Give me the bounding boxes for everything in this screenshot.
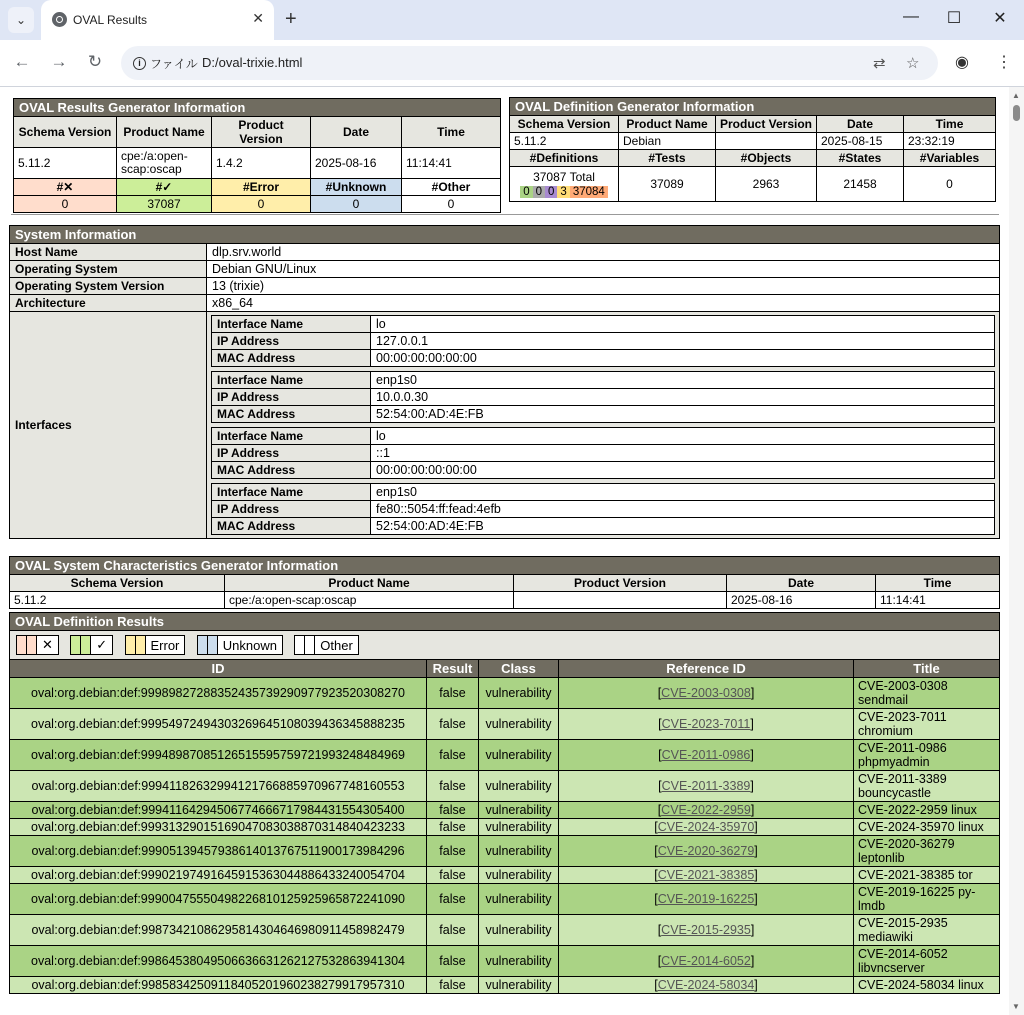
compliance-count: 0 — [520, 186, 532, 198]
tab-strip — [0, 0, 1024, 40]
definition-title: CVE-2011-0986 phpmyadmin — [854, 740, 999, 770]
schema-version-value: 5.11.2 — [14, 148, 116, 178]
definitions-total: 37087 Total — [533, 170, 595, 184]
definition-id: oval:org.debian:def:99864538049506636631262127532863941304 — [10, 946, 426, 976]
interfaces-list — [207, 312, 999, 538]
definition-id: oval:org.debian:def:99954972494303269645108039436345888235 — [10, 709, 426, 739]
interface-name-label: Interface Name — [212, 428, 370, 444]
definition-id: oval:org.debian:def:99902197491645915363044886433240054704 — [10, 867, 426, 883]
os-value: Debian GNU/Linux — [207, 261, 999, 277]
schema-version-value: 5.11.2 — [510, 133, 618, 149]
new-tab-button[interactable]: + — [285, 8, 297, 30]
error-count: 0 — [212, 196, 310, 212]
table-row — [10, 977, 999, 993]
false-count-header: #✕ — [14, 179, 116, 195]
definition-title: CVE-2011-3389 bouncycastle — [854, 771, 999, 801]
product-name-value: cpe:/a:open-scap:oscap — [225, 592, 513, 608]
tests-header: #Tests — [619, 150, 715, 166]
interface-name-value: lo — [371, 316, 994, 332]
variables-count: 0 — [904, 167, 995, 201]
product-name-header: Product Name — [225, 575, 513, 591]
reference-id-cell: [CVE-2021-38385] — [559, 867, 853, 883]
reference-id-link[interactable]: CVE-2020-36279 — [657, 844, 755, 858]
definition-result: false — [427, 977, 478, 993]
interfaces-label: Interfaces — [10, 312, 206, 538]
product-version-value — [514, 592, 726, 608]
definition-class: vulnerability — [479, 836, 558, 866]
definition-title: CVE-2022-2959 linux — [854, 802, 999, 818]
definition-title: CVE-2019-16225 py-lmdb — [854, 884, 999, 914]
scrollbar-thumb[interactable] — [1013, 105, 1020, 121]
maximize-icon[interactable]: ☐ — [946, 10, 962, 27]
definition-class: vulnerability — [479, 884, 558, 914]
time-header: Time — [904, 116, 995, 132]
definition-result: false — [427, 802, 478, 818]
tab-search-button[interactable] — [8, 7, 34, 33]
false-count: 0 — [14, 196, 116, 212]
ip-address-label: IP Address — [212, 445, 370, 461]
interface-table — [211, 427, 995, 479]
definition-id: oval:org.debian:def:99989827288352435739290977923520308270 — [10, 678, 426, 708]
definition-class: vulnerability — [479, 977, 558, 993]
objects-count: 2963 — [716, 167, 816, 201]
ip-address-value: ::1 — [371, 445, 994, 461]
date-value: 2025-08-15 — [817, 133, 903, 149]
ip-address-value: fe80::5054:ff:fead:4efb — [371, 501, 994, 517]
product-version-header: Product Version — [716, 116, 816, 132]
definition-result: false — [427, 884, 478, 914]
mac-address-value: 00:00:00:00:00:00 — [371, 462, 994, 478]
table-row — [10, 867, 999, 883]
back-arrow-icon[interactable]: ← — [13, 52, 31, 71]
close-icon[interactable]: ✕ — [252, 10, 264, 26]
other-count: 0 — [402, 196, 500, 212]
host-name-label: Host Name — [10, 244, 206, 260]
architecture-value: x86_64 — [207, 295, 999, 311]
schema-version-header: Schema Version — [14, 117, 116, 147]
vulnerability-count: 37084 — [570, 186, 608, 198]
definition-id: oval:org.debian:def:99941182632994121766885970967748160553 — [10, 771, 426, 801]
reference-id-cell: [CVE-2020-36279] — [559, 836, 853, 866]
reference-id-link[interactable]: CVE-2011-0986 — [661, 748, 751, 762]
mac-address-label: MAC Address — [212, 462, 370, 478]
sc-generator-title: OVAL System Characteristics Generator Information — [10, 557, 999, 574]
reference-id-cell: [CVE-2024-58034] — [559, 977, 853, 993]
definition-title: CVE-2023-7011 chromium — [854, 709, 999, 739]
reference-id-link[interactable]: CVE-2019-16225 — [657, 892, 755, 906]
definition-id: oval:org.debian:def:99900475550498226810125925965872241090 — [10, 884, 426, 914]
reference-id-link[interactable]: CVE-2003-0308 — [661, 686, 751, 700]
reference-id-cell: [CVE-2015-2935] — [559, 915, 853, 945]
more-menu-icon[interactable]: ⋮ — [996, 54, 1012, 71]
date-value: 2025-08-16 — [727, 592, 875, 608]
definition-result: false — [427, 771, 478, 801]
unknown-count: 0 — [311, 196, 401, 212]
site-info-chip[interactable] — [127, 50, 206, 76]
mac-address-value: 52:54:00:AD:4E:FB — [371, 518, 994, 534]
definition-result: false — [427, 678, 478, 708]
definition-id: oval:org.debian:def:99873421086295814304646980911458982479 — [10, 915, 426, 945]
mac-address-label: MAC Address — [212, 406, 370, 422]
interface-name-value: enp1s0 — [371, 372, 994, 388]
reference-id-link[interactable]: CVE-2024-58034 — [657, 978, 755, 992]
table-row — [10, 946, 999, 976]
objects-header: #Objects — [716, 150, 816, 166]
result-rows — [10, 678, 999, 993]
interface-name-label: Interface Name — [212, 316, 370, 332]
mac-address-value: 52:54:00:AD:4E:FB — [371, 406, 994, 422]
table-row — [10, 915, 999, 945]
schema-version-header: Schema Version — [10, 575, 224, 591]
reference-id-link[interactable]: CVE-2021-38385 — [657, 868, 755, 882]
reload-icon[interactable]: ↻ — [87, 52, 103, 71]
reference-id-column-header: Reference ID — [559, 660, 853, 677]
definition-result: false — [427, 946, 478, 976]
results-generator-table — [13, 98, 501, 213]
other-count-header: #Other — [402, 179, 500, 195]
ip-address-label: IP Address — [212, 389, 370, 405]
table-row — [10, 802, 999, 818]
result-legend — [10, 631, 999, 659]
horizontal-rule — [11, 214, 999, 215]
table-row — [10, 819, 999, 835]
url-text[interactable]: D:/oval-trixie.html — [202, 55, 303, 70]
ip-address-label: IP Address — [212, 501, 370, 517]
definition-id: oval:org.debian:def:99858342509118405201960238279917957310 — [10, 977, 426, 993]
interface-table — [211, 483, 995, 535]
definition-title: CVE-2021-38385 tor — [854, 867, 999, 883]
reference-id-link[interactable]: CVE-2015-2935 — [661, 923, 751, 937]
definition-title: CVE-2015-2935 mediawiki — [854, 915, 999, 945]
definition-class: vulnerability — [479, 802, 558, 818]
date-header: Date — [311, 117, 401, 147]
date-header: Date — [727, 575, 875, 591]
definitions-count — [510, 167, 618, 201]
product-version-header: Product Version — [514, 575, 726, 591]
reference-id-cell: [CVE-2014-6052] — [559, 946, 853, 976]
definition-result: false — [427, 867, 478, 883]
definition-id: oval:org.debian:def:99941164294506774666717984431554305400 — [10, 802, 426, 818]
profile-icon[interactable]: ◉ — [955, 54, 969, 71]
product-name-header: Product Name — [619, 116, 715, 132]
definition-result: false — [427, 819, 478, 835]
system-information-table — [9, 225, 1000, 539]
reference-id-link[interactable]: CVE-2022-2959 — [661, 803, 751, 817]
reference-id-cell: [CVE-2023-7011] — [559, 709, 853, 739]
schema-version-header: Schema Version — [510, 116, 618, 132]
definition-class: vulnerability — [479, 771, 558, 801]
table-row — [10, 771, 999, 801]
mac-address-value: 00:00:00:00:00:00 — [371, 350, 994, 366]
unknown-count-header: #Unknown — [311, 179, 401, 195]
interface-name-value: lo — [371, 428, 994, 444]
table-row — [10, 836, 999, 866]
mac-address-label: MAC Address — [212, 518, 370, 534]
definition-title: CVE-2024-58034 linux — [854, 977, 999, 993]
reference-id-cell: [CVE-2019-16225] — [559, 884, 853, 914]
ip-address-value: 10.0.0.30 — [371, 389, 994, 405]
legend-false: ✕ — [16, 635, 59, 655]
inventory-count: 0 — [533, 186, 545, 198]
legend-unknown: Unknown — [197, 635, 283, 655]
definition-class: vulnerability — [479, 946, 558, 976]
time-value: 11:14:41 — [876, 592, 999, 608]
mac-address-label: MAC Address — [212, 350, 370, 366]
address-bar[interactable] — [121, 46, 938, 80]
legend-error: Error — [125, 635, 186, 655]
reference-id-link[interactable]: CVE-2014-6052 — [661, 954, 751, 968]
reference-id-cell: [CVE-2003-0308] — [559, 678, 853, 708]
time-header: Time — [402, 117, 500, 147]
date-value: 2025-08-16 — [311, 148, 401, 178]
definition-class: vulnerability — [479, 678, 558, 708]
product-name-value: cpe:/a:open-scap:oscap — [117, 148, 211, 178]
patch-count: 3 — [557, 186, 569, 198]
tests-count: 37089 — [619, 167, 715, 201]
info-icon: i — [133, 57, 146, 70]
definitions-breakdown — [520, 186, 608, 198]
time-value: 11:14:41 — [402, 148, 500, 178]
reference-id-cell: [CVE-2011-0986] — [559, 740, 853, 770]
definitions-header: #Definitions — [510, 150, 618, 166]
definition-title: CVE-2024-35970 linux — [854, 819, 999, 835]
variables-header: #Variables — [904, 150, 995, 166]
definition-class: vulnerability — [479, 709, 558, 739]
table-row — [10, 740, 999, 770]
definition-generator-table — [509, 97, 996, 202]
definition-title: CVE-2003-0308 sendmail — [854, 678, 999, 708]
ip-address-value: 127.0.0.1 — [371, 333, 994, 349]
interface-name-value: enp1s0 — [371, 484, 994, 500]
class-column-header: Class — [479, 660, 558, 677]
interface-table — [211, 315, 995, 367]
host-name-value: dlp.srv.world — [207, 244, 999, 260]
definition-class: vulnerability — [479, 740, 558, 770]
definition-class: vulnerability — [479, 915, 558, 945]
result-column-header: Result — [427, 660, 478, 677]
states-count: 21458 — [817, 167, 903, 201]
scroll-up-icon[interactable]: ▲ — [1012, 91, 1020, 100]
definition-result: false — [427, 836, 478, 866]
definition-result: false — [427, 709, 478, 739]
schema-version-value: 5.11.2 — [10, 592, 224, 608]
minimize-icon[interactable]: — — [903, 8, 919, 25]
page-content — [0, 87, 1009, 1015]
interface-name-label: Interface Name — [212, 484, 370, 500]
ip-address-label: IP Address — [212, 333, 370, 349]
definition-class: vulnerability — [479, 819, 558, 835]
product-version-value: 1.4.2 — [212, 148, 310, 178]
definition-result: false — [427, 740, 478, 770]
reference-id-cell: [CVE-2024-35970] — [559, 819, 853, 835]
table-row — [10, 678, 999, 708]
definition-class: vulnerability — [479, 867, 558, 883]
globe-icon — [52, 12, 67, 27]
legend-other: Other — [294, 635, 359, 655]
chip-label: ファイル — [150, 56, 198, 71]
scroll-down-icon[interactable]: ▼ — [1012, 1002, 1020, 1011]
table-row — [10, 884, 999, 914]
error-count-header: #Error — [212, 179, 310, 195]
definition-generator-title: OVAL Definition Generator Information — [510, 98, 995, 115]
reference-id-link[interactable]: CVE-2011-3389 — [661, 779, 751, 793]
architecture-label: Architecture — [10, 295, 206, 311]
os-version-label: Operating System Version — [10, 278, 206, 294]
sc-generator-table — [9, 556, 1000, 609]
definition-title: CVE-2020-36279 leptonlib — [854, 836, 999, 866]
forward-arrow-icon[interactable]: → — [50, 52, 68, 71]
definition-id: oval:org.debian:def:99905139457938614013767511900173984296 — [10, 836, 426, 866]
interface-name-label: Interface Name — [212, 372, 370, 388]
tab-title: OVAL Results — [73, 13, 148, 27]
definition-id: oval:org.debian:def:99948987085126515595759721993248484969 — [10, 740, 426, 770]
reference-id-link[interactable]: CVE-2023-7011 — [661, 717, 751, 731]
definition-id: oval:org.debian:def:99931329015169047083038870314840423233 — [10, 819, 426, 835]
bookmark-star-icon[interactable]: ☆ — [906, 55, 920, 72]
table-row — [10, 709, 999, 739]
reference-id-link[interactable]: CVE-2024-35970 — [657, 820, 755, 834]
true-count: 37087 — [117, 196, 211, 212]
definition-results-table — [9, 612, 1000, 994]
window-close-icon[interactable]: ✕ — [993, 10, 1007, 27]
os-label: Operating System — [10, 261, 206, 277]
id-column-header: ID — [10, 660, 426, 677]
legend-true: ✓ — [70, 635, 113, 655]
reference-id-cell: [CVE-2011-3389] — [559, 771, 853, 801]
definition-title: CVE-2014-6052 libvncserver — [854, 946, 999, 976]
definition-result: false — [427, 915, 478, 945]
interface-table — [211, 371, 995, 423]
states-header: #States — [817, 150, 903, 166]
definition-results-title: OVAL Definition Results — [10, 613, 999, 630]
browser-toolbar — [0, 40, 1024, 87]
os-version-value: 13 (trixie) — [207, 278, 999, 294]
vertical-scrollbar[interactable] — [1009, 87, 1024, 1015]
title-column-header: Title — [854, 660, 999, 677]
product-version-value — [716, 133, 816, 149]
product-name-value: Debian — [619, 133, 715, 149]
product-name-header: Product Name — [117, 117, 211, 147]
time-header: Time — [876, 575, 999, 591]
miscellaneous-count: 0 — [545, 186, 557, 198]
chevron-down-icon: ⌄ — [15, 13, 27, 27]
true-count-header: #✓ — [117, 179, 211, 195]
time-value: 23:32:19 — [904, 133, 995, 149]
date-header: Date — [817, 116, 903, 132]
results-generator-title: OVAL Results Generator Information — [14, 99, 500, 116]
tab-oval-results[interactable] — [41, 0, 274, 40]
translate-icon[interactable]: ⇄ — [873, 55, 886, 72]
reference-id-cell: [CVE-2022-2959] — [559, 802, 853, 818]
product-version-header: Product Version — [212, 117, 310, 147]
system-information-title: System Information — [10, 226, 999, 243]
